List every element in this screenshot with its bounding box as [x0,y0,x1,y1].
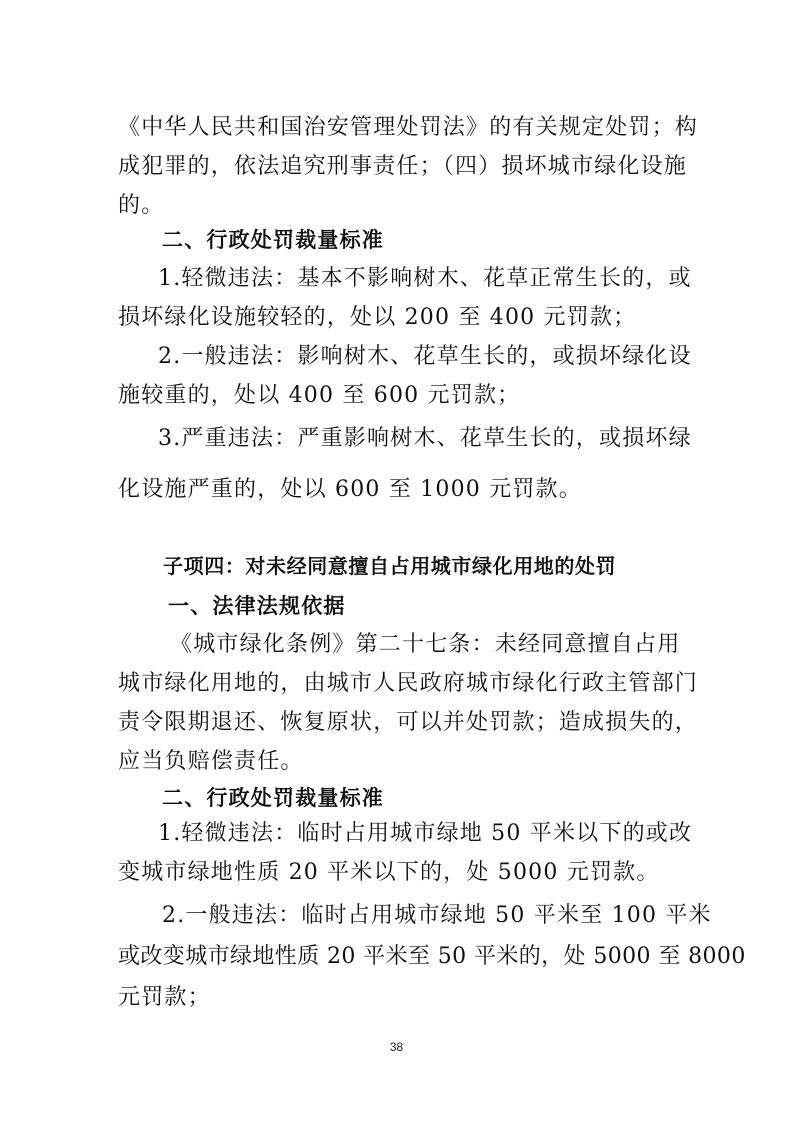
standard-item-line: 2.一般违法：影响树木、花草生长的，或损坏绿化设 [158,344,692,369]
standard-item-line: 元罚款； [118,985,211,1010]
legal-basis-line: 《城市绿化条例》第二十七条：未经同意擅自占用 [170,632,681,657]
standard-item-line: 损坏绿化设施较轻的，处以 200 至 400 元罚款； [118,305,637,330]
paragraph-line: 的。 [118,193,165,218]
section-heading: 二、行政处罚裁量标准 [162,228,384,252]
legal-basis-line: 城市绿化用地的，由城市人民政府城市绿化行政主管部门 [118,671,699,696]
standard-item-line: 1.轻微违法：临时占用城市绿地 50 平米以下的或改 [158,821,693,846]
legal-basis-line: 应当负赔偿责任。 [118,749,304,774]
standard-item-line: 变城市绿地性质 20 平米以下的，处 5000 元罚款。 [118,860,660,885]
subitem-title: 子项四：对未经同意擅自占用城市绿化用地的处罚 [163,554,617,578]
page-number: 38 [389,1040,404,1054]
standard-item-line: 化设施严重的，处以 600 至 1000 元罚款。 [118,477,582,502]
standard-item-line: 1.轻微违法：基本不影响树木、花草正常生长的，或 [158,266,692,291]
standard-item-line: 3.严重违法：严重影响树木、花草生长的，或损坏绿 [158,426,692,451]
legal-basis-line: 责令限期退还、恢复原状，可以并处罚款；造成损失的， [118,710,699,735]
paragraph-line: 成犯罪的，依法追究刑事责任；（四）损坏城市绿化设施 [118,154,688,179]
standard-item-line: 2.一般违法：临时占用城市绿地 50 平米至 100 平米 [162,903,712,928]
section-heading: 一、法律法规依据 [168,594,346,618]
section-heading: 二、行政处罚裁量标准 [162,786,384,810]
standard-item-line: 或改变城市绿地性质 20 平米至 50 平米的，处 5000 至 8000 [118,944,746,969]
standard-item-line: 施较重的，处以 400 至 600 元罚款； [118,383,521,408]
paragraph-line: 《中华人民共和国治安管理处罚法》的有关规定处罚；构 [118,115,699,140]
